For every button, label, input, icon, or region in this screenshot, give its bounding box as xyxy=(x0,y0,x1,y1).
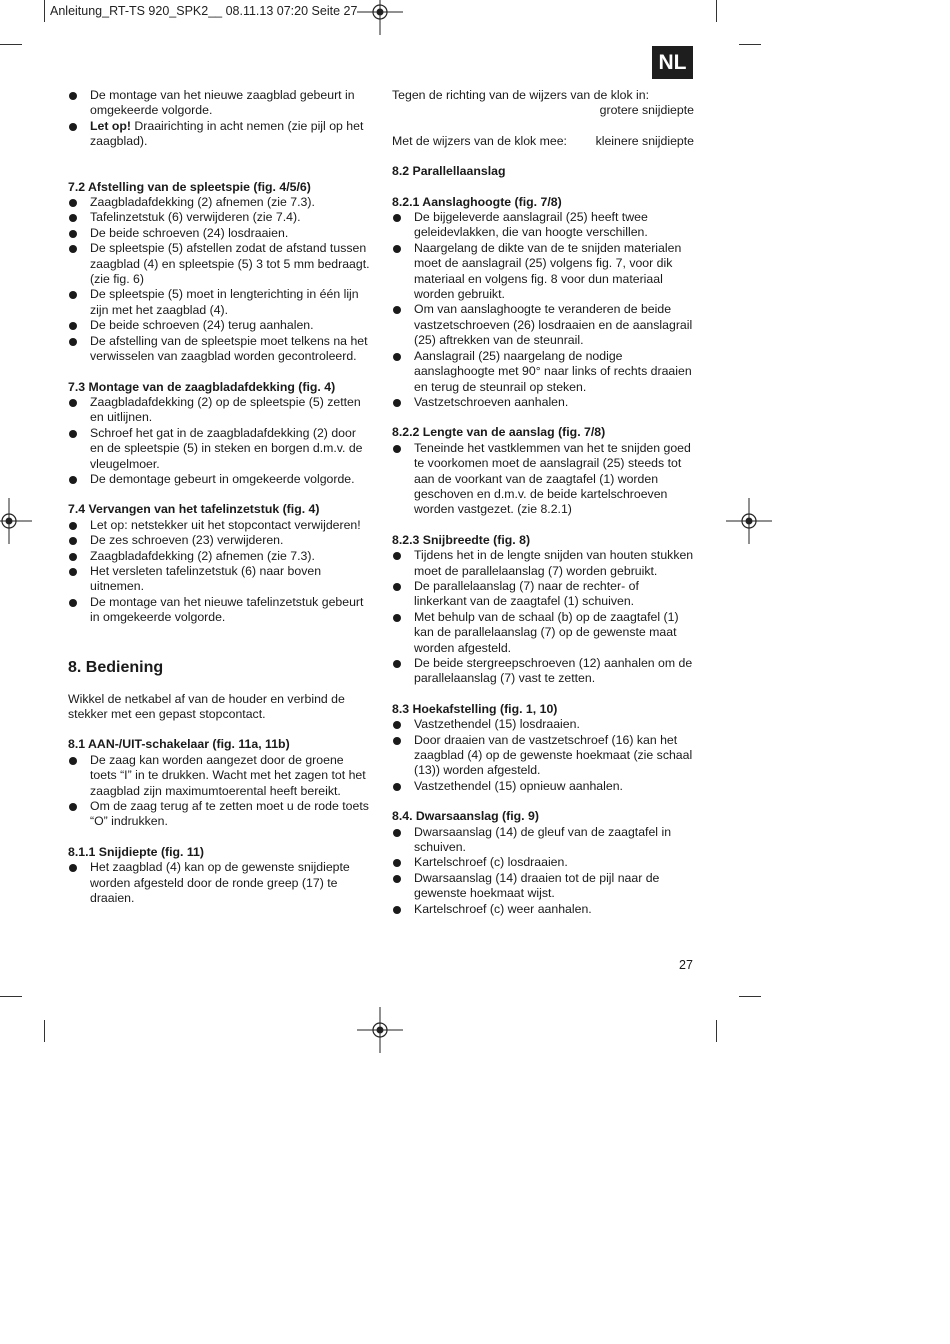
depth-cw-label: Met de wijzers van de klok mee: xyxy=(392,133,567,148)
list-item: Het zaagblad (4) kan op de gewenste snijdiepte worden afgesteld door de ronde greep (17) te draaien. xyxy=(68,860,372,906)
section-8-2-2-list xyxy=(392,441,694,518)
list-item: Let op! Draairichting in acht nemen (zie pijl op het zaagblad). xyxy=(68,119,372,150)
crop-mark-bottom-left-vertical xyxy=(44,1020,45,1042)
language-badge: NL xyxy=(652,46,693,79)
crop-mark-top-left-vertical xyxy=(44,0,45,22)
section-8-3-list xyxy=(392,717,694,794)
list-item: Dwarsaanslag (14) de gleuf van de zaagtafel in schuiven. xyxy=(392,825,694,856)
depth-cw-value: kleinere snijdiepte xyxy=(595,133,694,148)
section-heading-8-4: 8.4. Dwarsaanslag (fig. 9) xyxy=(392,809,539,824)
list-item: Tijdens het in de lengte snijden van houten stukken moet de parallelaanslag (7) worden gebruikt. xyxy=(392,548,694,579)
list-item: De demontage gebeurt in omgekeerde volgorde. xyxy=(68,472,372,487)
list-item: Kartelschroef (c) losdraaien. xyxy=(392,855,694,870)
section-7-2-list xyxy=(68,195,372,364)
registration-mark-icon xyxy=(357,0,403,35)
list-item: De bijgeleverde aanslagrail (25) heeft twee geleidevlakken, die van hoogte verschillen. xyxy=(392,210,694,241)
section-heading-8-1-1: 8.1.1 Snijdiepte (fig. 11) xyxy=(68,844,204,859)
left-column xyxy=(68,88,372,906)
crop-mark-bottom-left-horizontal xyxy=(0,996,22,997)
list-item: De beide schroeven (24) losdraaien. xyxy=(68,226,372,241)
section-8-2-1-list xyxy=(392,210,694,410)
depth-cw-row xyxy=(392,134,694,149)
section-heading-7-4: 7.4 Vervangen van het tafelinzetstuk (fig. 4) xyxy=(68,502,320,517)
section-heading-8-1: 8.1 AAN-/UIT-schakelaar (fig. 11a, 11b) xyxy=(68,737,290,752)
section-heading-8-3: 8.3 Hoekafstelling (fig. 1, 10) xyxy=(392,701,558,716)
section-8-2-3-list xyxy=(392,548,694,687)
list-item: Vastzethendel (15) opnieuw aanhalen. xyxy=(392,779,694,794)
list-item: De montage van het nieuwe tafelinzetstuk gebeurt in omgekeerde volgorde. xyxy=(68,595,372,626)
section-heading-8-2-2: 8.2.2 Lengte van de aanslag (fig. 7/8) xyxy=(392,425,606,440)
page-number: 27 xyxy=(679,958,693,972)
list-item: Vastzetschroeven aanhalen. xyxy=(392,395,694,410)
list-item: De parallelaanslag (7) naar de rechter- of linkerkant van de zaagtafel (1) schuiven. xyxy=(392,579,694,610)
section-8-1-1-list xyxy=(68,860,372,906)
chapter-heading-8: 8. Bediening xyxy=(68,658,164,676)
crop-mark-bottom-right-vertical xyxy=(716,1020,717,1042)
registration-mark-icon xyxy=(726,498,772,544)
section-7-4-list xyxy=(68,518,372,626)
list-item: Schroef het gat in de zaagbladafdekking (2) door en de spleetspie (5) in steken en borgen d.m.v. de vleugelmoer. xyxy=(68,426,372,472)
chapter-8-intro: Wikkel de netkabel af van de houder en verbind de stekker met een gepast stopcontact. xyxy=(68,691,345,721)
section-heading-8-2-1: 8.2.1 Aanslaghoogte (fig. 7/8) xyxy=(392,194,562,209)
depth-ccw-value: grotere snijdiepte xyxy=(599,103,694,118)
warning-label: Let op! xyxy=(90,118,131,133)
list-item: Kartelschroef (c) weer aanhalen. xyxy=(392,902,694,917)
list-item: Naargelang de dikte van de te snijden materialen moet de aanslagrail (25) volgens fig. 7, voor dik materiaal en volgens fig. 8 voor dun materiaal worden gebruikt. xyxy=(392,241,694,303)
list-item: De montage van het nieuwe zaagblad gebeurt in omgekeerde volgorde. xyxy=(68,88,372,119)
list-item: De spleetspie (5) afstellen zodat de afstand tussen zaagblad (4) en spleetspie (5) 3 tot 5 mm bedraagt. (zie fig. 6) xyxy=(68,241,372,287)
print-slug: Anleitung_RT-TS 920_SPK2__ 08.11.13 07:20 Seite 27 xyxy=(50,4,358,18)
list-item: Om de zaag terug af te zetten moet u de rode toets “O” indrukken. xyxy=(68,799,372,830)
depth-ccw-label: Tegen de richting van de wijzers van de klok in: xyxy=(392,88,650,102)
list-item: De spleetspie (5) moet in lengterichting in één lijn zijn met het zaagblad (4). xyxy=(68,287,372,318)
list-item: Zaagbladafdekking (2) op de spleetspie (5) zetten en uitlijnen. xyxy=(68,395,372,426)
list-item: De zes schroeven (23) verwijderen. xyxy=(68,533,372,548)
right-column xyxy=(392,88,694,917)
section-7-3-list xyxy=(68,395,372,487)
list-item: Dwarsaanslag (14) draaien tot de pijl naar de gewenste hoekmaat wijst. xyxy=(392,871,694,902)
crop-mark-top-right-horizontal xyxy=(739,44,761,45)
list-item: De zaag kan worden aangezet door de groene toets “I” in te drukken. Wacht met het zagen tot het zaagblad zijn maximumtoerental heeft bereikt. xyxy=(68,753,372,799)
list-item: Met behulp van de schaal (b) op de zaagtafel (1) kan de parallelaanslag (7) op de gewenste maat worden afgesteld. xyxy=(392,610,694,656)
intro-bullet-list xyxy=(68,88,372,150)
list-item: Tafelinzetstuk (6) verwijderen (zie 7.4). xyxy=(68,210,372,225)
section-8-1-list xyxy=(68,753,372,830)
list-item: Let op: netstekker uit het stopcontact verwijderen! xyxy=(68,518,372,533)
list-item: Zaagbladafdekking (2) afnemen (zie 7.3). xyxy=(68,549,372,564)
registration-mark-icon xyxy=(357,1007,403,1053)
list-item: De afstelling van de spleetspie moet telkens na het verwisselen van zaagblad worden gecontroleerd. xyxy=(68,334,372,365)
list-item: Om van aanslaghoogte te veranderen de beide vastzetschroeven (26) losdraaien en de aanslagrail (25) aftrekken van de steunrail. xyxy=(392,302,694,348)
list-item: Door draaien van de vastzetschroef (16) kan het zaagblad (4) op de gewenste hoekmaat (zie schaal (13)) worden afgesteld. xyxy=(392,733,694,779)
list-item: Het versleten tafelinzetstuk (6) naar boven uitnemen. xyxy=(68,564,372,595)
crop-mark-top-left-horizontal xyxy=(0,44,22,45)
section-heading-8-2: 8.2 Parallellaanslag xyxy=(392,164,506,179)
registration-mark-icon xyxy=(0,498,32,544)
list-item: Aanslagrail (25) naargelang de nodige aanslaghoogte met 90° naar links of rechts draaien en terug de steunrail op steken. xyxy=(392,349,694,395)
section-heading-7-3: 7.3 Montage van de zaagbladafdekking (fig. 4) xyxy=(68,379,336,394)
list-item: Vastzethendel (15) losdraaien. xyxy=(392,717,694,732)
crop-mark-top-right-vertical xyxy=(716,0,717,22)
list-item: Zaagbladafdekking (2) afnemen (zie 7.3). xyxy=(68,195,372,210)
list-item: Teneinde het vastklemmen van het te snijden goed te voorkomen moet de aanslagrail (25) steeds tot aan de voorkant van de zaagtafel (1) worden geschoven en d.m.v. de beide kartelschroeven worden vastgezet. (zie 8.2.1) xyxy=(392,441,694,518)
section-8-4-list xyxy=(392,825,694,917)
section-heading-7-2: 7.2 Afstelling van de spleetspie (fig. 4/5/6) xyxy=(68,179,311,194)
section-heading-8-2-3: 8.2.3 Snijbreedte (fig. 8) xyxy=(392,532,531,547)
list-item: De beide schroeven (24) terug aanhalen. xyxy=(68,318,372,333)
crop-mark-bottom-right-horizontal xyxy=(739,996,761,997)
list-item: De beide stergreepschroeven (12) aanhalen om de parallelaanslag (7) vast te zetten. xyxy=(392,656,694,687)
